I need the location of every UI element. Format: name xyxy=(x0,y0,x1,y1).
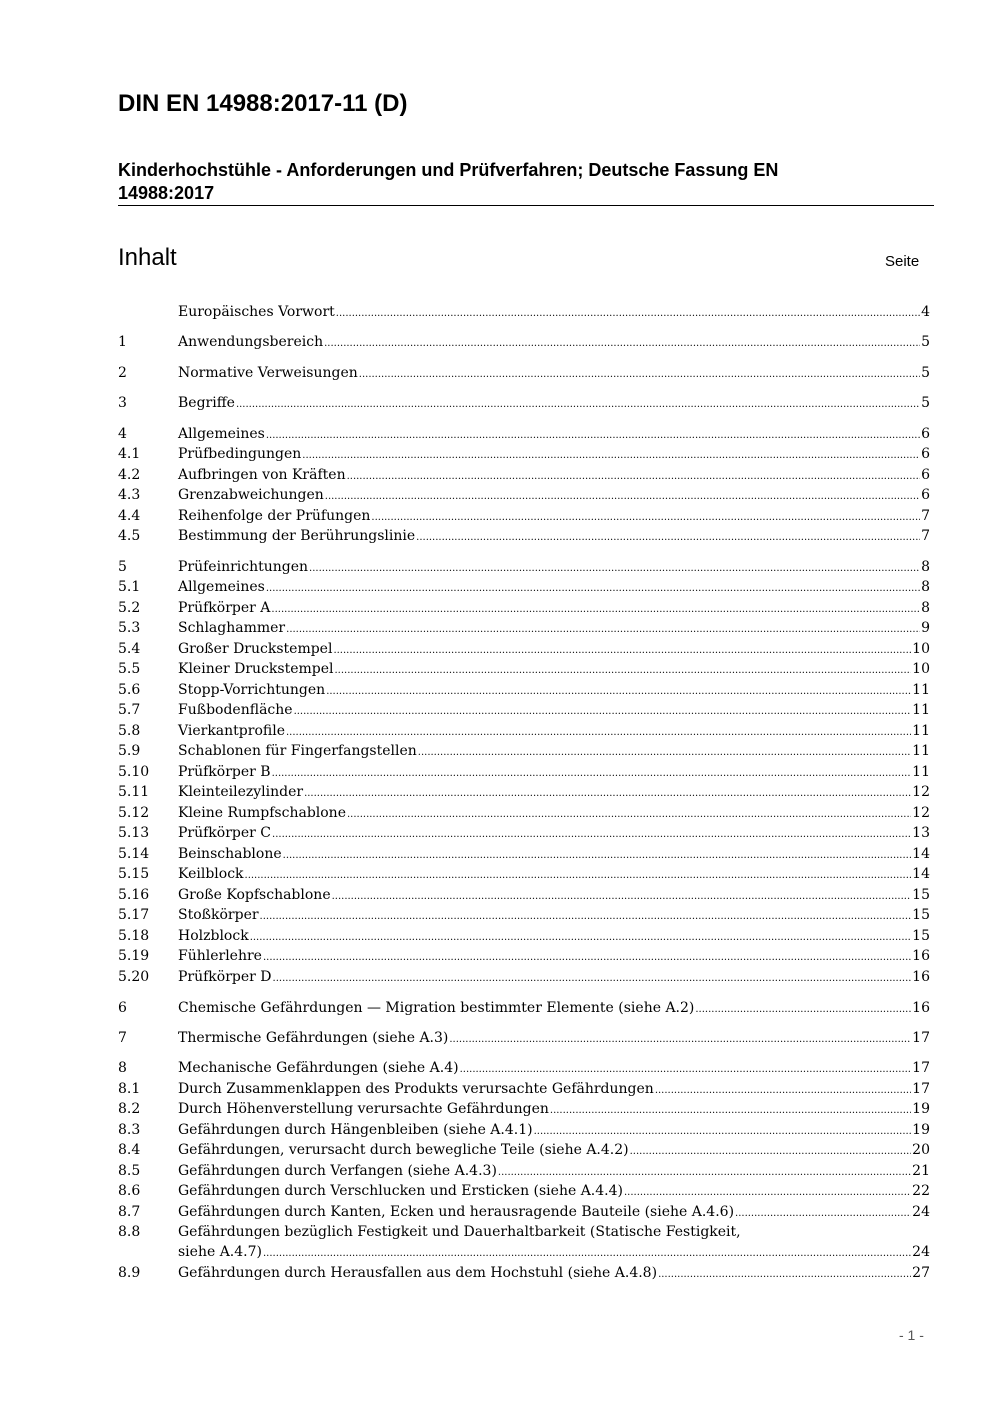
toc-entry[interactable] xyxy=(118,741,930,761)
toc-entry[interactable] xyxy=(118,506,930,526)
toc-entry-page: 13 xyxy=(912,825,930,841)
toc-entry-page: 27 xyxy=(912,1265,930,1281)
toc-entry-number: 5.14 xyxy=(118,846,150,862)
toc-entry-page: 9 xyxy=(921,620,930,636)
toc-entry-title: Große Kopfschablone xyxy=(178,887,331,903)
toc-leader-dots xyxy=(286,618,920,638)
toc-entry-title: Chemische Gefährdungen — Migration bestimmter Elemente (siehe A.2) xyxy=(178,1000,695,1016)
toc-entry[interactable] xyxy=(118,577,930,597)
toc-leader-dots xyxy=(294,700,912,720)
toc-entry[interactable] xyxy=(118,444,930,464)
toc-entry[interactable] xyxy=(118,618,930,638)
toc-entry-title: Holzblock xyxy=(178,928,249,944)
toc-entry-page: 11 xyxy=(912,682,930,698)
toc-entry[interactable] xyxy=(118,1222,741,1242)
toc-entry[interactable] xyxy=(118,1058,930,1078)
toc-entry-page: 15 xyxy=(912,928,930,944)
toc-entry-title: Gefährdungen, verursacht durch bewegliche Teile (siehe A.4.2) xyxy=(178,1142,629,1158)
toc-entry-page: 4 xyxy=(921,304,930,320)
toc-entry[interactable] xyxy=(118,1181,930,1201)
toc-entry-page: 11 xyxy=(912,743,930,759)
toc-entry-page: 21 xyxy=(912,1163,930,1179)
toc-entry-number: 5.17 xyxy=(118,907,150,923)
toc-leader-dots xyxy=(266,577,920,597)
toc-entry-page: 17 xyxy=(912,1081,930,1097)
toc-leader-dots xyxy=(449,1028,911,1048)
document-subtitle: Kinderhochstühle - Anforderungen und Prüfverfahren; Deutsche Fassung EN 14988:2017 xyxy=(118,160,779,203)
toc-entry-page: 20 xyxy=(912,1142,930,1158)
toc-entry-title: Prüfkörper A xyxy=(178,600,271,616)
toc-entry-page: 11 xyxy=(912,702,930,718)
toc-entry-title: Durch Höhenverstellung verursachte Gefährdungen xyxy=(178,1101,549,1117)
toc-entry-title: Keilblock xyxy=(178,866,244,882)
toc-leader-dots xyxy=(335,659,912,679)
toc-entry-title: Normative Verweisungen xyxy=(178,365,358,381)
toc-entry-number: 5.2 xyxy=(118,600,141,616)
toc-entry-number: 5.9 xyxy=(118,743,141,759)
toc-entry[interactable] xyxy=(118,823,930,843)
toc-entry-title: Prüfkörper B xyxy=(178,764,271,780)
toc-entry-title: Mechanische Gefährdungen (siehe A.4) xyxy=(178,1060,459,1076)
toc-entry-title: Gefährdungen durch Herausfallen aus dem Hochstuhl (siehe A.4.8) xyxy=(178,1265,658,1281)
toc-entry-number: 5.20 xyxy=(118,969,150,985)
toc-entry[interactable] xyxy=(118,1140,930,1160)
toc-entry-title: Allgemeines xyxy=(178,426,265,442)
toc-leader-dots xyxy=(347,465,920,485)
toc-entry[interactable] xyxy=(118,1161,930,1181)
toc-entry-number: 5.15 xyxy=(118,866,150,882)
toc-entry-page: 5 xyxy=(921,395,930,411)
toc-entry-number: 5.4 xyxy=(118,641,141,657)
toc-leader-dots xyxy=(460,1058,912,1078)
toc-entry-number: 5.16 xyxy=(118,887,150,903)
toc-entry-page: 19 xyxy=(912,1122,930,1138)
toc-entry[interactable] xyxy=(118,721,930,741)
toc-entry-number: 5.18 xyxy=(118,928,150,944)
toc-entry-number: 5.5 xyxy=(118,661,141,677)
toc-entry[interactable] xyxy=(118,1079,930,1099)
toc-entry[interactable] xyxy=(118,1263,930,1283)
toc-entry[interactable] xyxy=(118,526,930,546)
toc-entry-page: 8 xyxy=(921,559,930,575)
toc-entry[interactable] xyxy=(118,967,930,987)
toc-leader-dots xyxy=(332,885,912,905)
toc-leader-dots xyxy=(283,844,912,864)
toc-leader-dots xyxy=(534,1120,912,1140)
toc-entry-number: 4 xyxy=(118,426,127,442)
toc-entry-number: 4.5 xyxy=(118,528,141,544)
toc-entry-number: 5.11 xyxy=(118,784,150,800)
toc-leader-dots xyxy=(324,332,920,352)
toc-entry-title: Gefährdungen durch Verschlucken und Ersticken (siehe A.4.4) xyxy=(178,1183,623,1199)
toc-entry-number: 1 xyxy=(118,334,127,350)
toc-entry-number: 8.7 xyxy=(118,1204,141,1220)
toc-entry-page: 5 xyxy=(921,334,930,350)
toc-leader-dots xyxy=(266,424,920,444)
toc-entry-page: 7 xyxy=(921,528,930,544)
toc-entry-title: Kleine Rumpfschablone xyxy=(178,805,346,821)
toc-entry-title: Fühlerlehre xyxy=(178,948,262,964)
toc-entry-page: 6 xyxy=(921,426,930,442)
toc-entry-page: 15 xyxy=(912,887,930,903)
toc-entry-number: 8.6 xyxy=(118,1183,141,1199)
toc-entry-number: 5.6 xyxy=(118,682,141,698)
toc-entry-title: Grenzabweichungen xyxy=(178,487,324,503)
toc-entry[interactable] xyxy=(118,393,930,413)
toc-entry[interactable] xyxy=(118,926,930,946)
toc-entry-title: Großer Druckstempel xyxy=(178,641,333,657)
toc-entry-number: 8.4 xyxy=(118,1142,141,1158)
toc-entry-page: 11 xyxy=(912,723,930,739)
toc-page-column-label: Seite xyxy=(885,253,920,270)
toc-entry-title: Gefährdungen bezüglich Festigkeit und Dauerhaltbarkeit (Statische Festigkeit, xyxy=(178,1224,741,1240)
toc-leader-dots xyxy=(272,762,912,782)
toc-entry-title: Prüfkörper D xyxy=(178,969,272,985)
toc-entry-number: 6 xyxy=(118,1000,127,1016)
toc-leader-dots xyxy=(273,967,912,987)
toc-entry[interactable] xyxy=(118,363,930,383)
toc-leader-dots xyxy=(655,1079,911,1099)
toc-entry-title-continuation: siehe A.4.7) xyxy=(178,1244,262,1260)
toc-entry-title: Gefährdungen durch Hängenbleiben (siehe A.4.1) xyxy=(178,1122,533,1138)
toc-entry-title: Anwendungsbereich xyxy=(178,334,324,350)
toc-leader-dots xyxy=(347,803,911,823)
toc-entry-title: Gefährdungen durch Verfangen (siehe A.4.3) xyxy=(178,1163,497,1179)
toc-leader-dots xyxy=(336,302,920,322)
toc-entry-page: 24 xyxy=(912,1244,930,1260)
toc-entry-number: 5.8 xyxy=(118,723,141,739)
toc-entry[interactable] xyxy=(118,302,930,322)
toc-entry-title: Reihenfolge der Prüfungen xyxy=(178,508,371,524)
toc-entry[interactable] xyxy=(118,762,930,782)
toc-leader-dots xyxy=(416,526,920,546)
toc-entry-number: 4.1 xyxy=(118,446,141,462)
toc-entry[interactable] xyxy=(118,864,930,884)
toc-entry-page: 14 xyxy=(912,846,930,862)
toc-entry-page: 6 xyxy=(921,467,930,483)
toc-entry-title: Kleiner Druckstempel xyxy=(178,661,334,677)
toc-entry[interactable] xyxy=(118,485,930,505)
toc-entry-page: 11 xyxy=(912,764,930,780)
toc-leader-dots xyxy=(695,998,911,1018)
toc-entry-number: 5.7 xyxy=(118,702,141,718)
toc-entry-number: 5.12 xyxy=(118,805,150,821)
toc-leader-dots xyxy=(325,485,920,505)
toc-entry-page: 10 xyxy=(912,661,930,677)
toc-entry[interactable] xyxy=(118,332,930,352)
toc-entry-number: 2 xyxy=(118,365,127,381)
document-title: DIN EN 14988:2017-11 (D) xyxy=(118,90,408,117)
toc-entry-number: 5.13 xyxy=(118,825,150,841)
toc-entry-page: 24 xyxy=(912,1204,930,1220)
toc-leader-dots xyxy=(304,782,911,802)
toc-entry-title: Prüfeinrichtungen xyxy=(178,559,309,575)
title-divider xyxy=(118,205,934,206)
toc-entry-number: 8.8 xyxy=(118,1224,141,1240)
toc-entry-page: 16 xyxy=(912,948,930,964)
toc-entry[interactable] xyxy=(118,998,930,1018)
toc-entry-title: Vierkantprofile xyxy=(178,723,285,739)
toc-leader-dots xyxy=(272,823,911,843)
toc-entry-page: 16 xyxy=(912,1000,930,1016)
toc-entry-page: 16 xyxy=(912,969,930,985)
toc-entry-title: Schablonen für Fingerfangstellen xyxy=(178,743,417,759)
toc-entry-page: 8 xyxy=(921,600,930,616)
toc-leader-dots xyxy=(333,639,911,659)
page-number: - 1 - xyxy=(899,1327,924,1343)
toc-entry[interactable] xyxy=(118,639,930,659)
toc-entry-page: 12 xyxy=(912,805,930,821)
toc-entry-number: 5 xyxy=(118,559,127,575)
toc-entry-title: Fußbodenfläche xyxy=(178,702,293,718)
toc-entry[interactable] xyxy=(118,885,930,905)
toc-leader-dots xyxy=(236,393,920,413)
toc-entry-number: 4.3 xyxy=(118,487,141,503)
toc-entry-title: Prüfkörper C xyxy=(178,825,272,841)
toc-entry-number: 8.9 xyxy=(118,1265,141,1281)
toc-entry-title: Beinschablone xyxy=(178,846,282,862)
toc-entry-title: Allgemeines xyxy=(178,579,265,595)
toc-entry-page: 8 xyxy=(921,579,930,595)
toc-entry[interactable] xyxy=(118,905,930,925)
toc-leader-dots xyxy=(550,1099,911,1119)
toc-entry-title: Stoßkörper xyxy=(178,907,259,923)
toc-entry-page: 6 xyxy=(921,487,930,503)
toc-leader-dots xyxy=(263,946,911,966)
toc-entry[interactable] xyxy=(118,465,930,485)
toc-leader-dots xyxy=(271,598,920,618)
toc-entry-title: Kleinteilezylinder xyxy=(178,784,304,800)
toc-entry-page: 19 xyxy=(912,1101,930,1117)
toc-entry-page: 5 xyxy=(921,365,930,381)
toc-entry[interactable] xyxy=(118,424,930,444)
toc-leader-dots xyxy=(359,363,920,383)
toc-entry[interactable] xyxy=(118,844,930,864)
toc-entry-page: 15 xyxy=(912,907,930,923)
toc-entry-number: 8.1 xyxy=(118,1081,141,1097)
toc-leader-dots xyxy=(624,1181,911,1201)
toc-entry-title: Aufbringen von Kräften xyxy=(178,467,346,483)
toc-leader-dots xyxy=(326,680,911,700)
toc-entry-number: 5.3 xyxy=(118,620,141,636)
toc-entry-number: 3 xyxy=(118,395,127,411)
toc-entry[interactable] xyxy=(118,680,930,700)
toc-entry-title: Thermische Gefährdungen (siehe A.3) xyxy=(178,1030,449,1046)
toc-leader-dots xyxy=(260,905,912,925)
toc-entry-number: 8 xyxy=(118,1060,127,1076)
toc-entry[interactable] xyxy=(118,1202,930,1222)
toc-entry-number: 8.2 xyxy=(118,1101,141,1117)
toc-leader-dots xyxy=(250,926,911,946)
toc-entry[interactable] xyxy=(118,1120,930,1140)
toc-entry-title: Europäisches Vorwort xyxy=(178,304,335,320)
toc-entry-page: 17 xyxy=(912,1030,930,1046)
toc-entry-title: Prüfbedingungen xyxy=(178,446,302,462)
toc-leader-dots xyxy=(630,1140,912,1160)
toc-entry-continuation[interactable] xyxy=(178,1242,930,1262)
toc-entry-number: 7 xyxy=(118,1030,127,1046)
toc-entry-title: Durch Zusammenklappen des Produkts verursachte Gefährdungen xyxy=(178,1081,654,1097)
toc-entry-title: Schlaghammer xyxy=(178,620,286,636)
toc-entry-title: Begriffe xyxy=(178,395,235,411)
toc-entry-number: 5.1 xyxy=(118,579,141,595)
toc-entry-title: Bestimmung der Berührungslinie xyxy=(178,528,416,544)
toc-entry-number: 8.3 xyxy=(118,1122,141,1138)
toc-leader-dots xyxy=(302,444,920,464)
toc-leader-dots xyxy=(418,741,911,761)
toc-entry-page: 7 xyxy=(921,508,930,524)
toc-entry[interactable] xyxy=(118,1028,930,1048)
toc-leader-dots xyxy=(245,864,912,884)
toc-entry-page: 17 xyxy=(912,1060,930,1076)
toc-leader-dots xyxy=(286,721,911,741)
toc-entry-number: 5.19 xyxy=(118,948,150,964)
toc-leader-dots xyxy=(658,1263,911,1283)
toc-entry[interactable] xyxy=(118,659,930,679)
toc-entry[interactable] xyxy=(118,700,930,720)
toc-heading: Inhalt xyxy=(118,244,177,271)
toc-leader-dots xyxy=(498,1161,911,1181)
toc-entry[interactable] xyxy=(118,598,930,618)
toc-leader-dots xyxy=(735,1202,911,1222)
toc-entry-page: 14 xyxy=(912,866,930,882)
toc-entry-number: 5.10 xyxy=(118,764,150,780)
toc-entry-number: 4.4 xyxy=(118,508,141,524)
toc-entry-page: 22 xyxy=(912,1183,930,1199)
toc-entry[interactable] xyxy=(118,946,930,966)
toc-leader-dots xyxy=(263,1242,911,1262)
toc-entry-title: Gefährdungen durch Kanten, Ecken und herausragende Bauteile (siehe A.4.6) xyxy=(178,1204,735,1220)
toc-entry[interactable] xyxy=(118,557,930,577)
toc-entry-number: 8.5 xyxy=(118,1163,141,1179)
toc-entry-title: Stopp-Vorrichtungen xyxy=(178,682,326,698)
toc-entry[interactable] xyxy=(118,803,930,823)
toc-entry-page: 6 xyxy=(921,446,930,462)
toc-entry-number: 4.2 xyxy=(118,467,141,483)
toc-entry[interactable] xyxy=(118,1099,930,1119)
toc-entry[interactable] xyxy=(118,782,930,802)
toc-leader-dots xyxy=(309,557,920,577)
toc-entry-page: 12 xyxy=(912,784,930,800)
toc-entry-page: 10 xyxy=(912,641,930,657)
toc-leader-dots xyxy=(371,506,920,526)
